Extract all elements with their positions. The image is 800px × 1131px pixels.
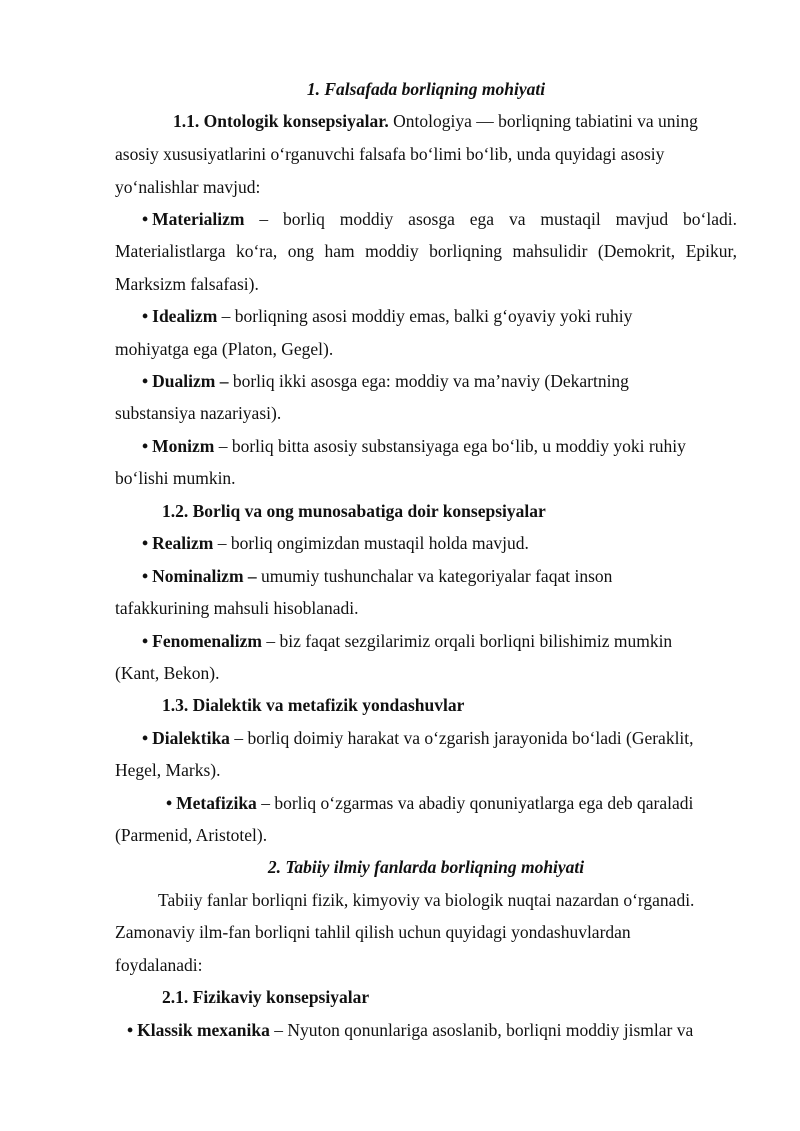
bullet-icon: • (142, 306, 149, 326)
bullet-icon: • (142, 566, 149, 586)
sub11-line3: yo‘nalishlar mavjud: (115, 177, 261, 197)
idealism-term: Idealizm (152, 306, 218, 326)
metaphysics-text: – borliq o‘zgarmas va abadiy qonuniyatlarga ega deb qaraladi (256, 793, 694, 813)
dialectics-text: – borliq doimiy harakat va o‘zgarish jarayonida bo‘ladi (Geraklit, (229, 728, 694, 748)
monism-line2: bo‘lishi mumkin. (115, 468, 236, 488)
sub12-title-text: 1.2. Borliq va ong munosabatiga doir konsepsiyalar (162, 501, 546, 521)
bullet-icon: • (142, 533, 149, 553)
dualism-text: borliq ikki asosga ega: moddiy va ma’naviy (Dekartning (228, 371, 629, 391)
bullet-icon: • (142, 728, 149, 748)
realism-term: Realizm (152, 533, 214, 553)
bullet-icon: • (142, 436, 149, 456)
materialism-term: Materializm (152, 209, 245, 229)
dualism-line2: substansiya nazariyasi). (115, 403, 282, 423)
realism-text: – borliq ongimizdan mustaqil holda mavjud. (213, 533, 529, 553)
idealism-line1 (142, 305, 737, 327)
phenomenalism-line1 (142, 630, 737, 652)
dialectics-term: Dialektika (152, 728, 230, 748)
bullet-icon: • (127, 1020, 134, 1040)
metaphysics-term: Metafizika (176, 793, 257, 813)
section2-heading: 2. Tabiiy ilmiy fanlarda borliqning mohiyati (267, 857, 585, 877)
dualism-term: Dualizm – (152, 371, 229, 391)
phenomenalism-line2: (Kant, Bekon). (115, 663, 220, 683)
sub11-title: 1.1. Ontologik konsepsiyalar. (173, 111, 389, 131)
phenomenalism-text: – biz faqat sezgilarimiz orqali borliqni bilishimiz mumkin (261, 631, 673, 651)
section1-heading: 1. Falsafada borliqning mohiyati (306, 79, 546, 99)
dualism-line1 (142, 370, 737, 392)
nominalism-line1 (142, 565, 737, 587)
bullet-icon: • (142, 209, 149, 229)
idealism-text: – borliqning asosi moddiy emas, balki g‘oyaviy yoki ruhiy (217, 306, 633, 326)
realism-line1 (142, 532, 737, 554)
monism-text: – borliq bitta asosiy substansiyaga ega bo‘lib, u moddiy yoki ruhiy (214, 436, 686, 456)
materialism-line3: Marksizm falsafasi). (115, 274, 259, 294)
phenomenalism-term: Fenomenalizm (152, 631, 262, 651)
materialism-line2: Materialistlarga ko‘ra, ong ham moddiy borliqning mahsulidir (Demokrit, Epikur, (115, 241, 737, 261)
classical-mechanics-term: Klassik mexanika (137, 1020, 270, 1040)
bullet-icon: • (142, 371, 149, 391)
classical-mechanics-line1 (127, 1019, 737, 1041)
section2-paragraph-line2: Zamonaviy ilm-fan borliqni tahlil qilish uchun quyidagi yondashuvlardan (115, 922, 631, 942)
idealism-line2: mohiyatga ega (Platon, Gegel). (115, 339, 334, 359)
monism-term: Monizm (152, 436, 215, 456)
sub11-line2: asosiy xususiyatlarini o‘rganuvchi falsafa bo‘limi bo‘lib, unda quyidagi asosiy (115, 144, 665, 164)
bullet-icon: • (166, 793, 173, 813)
nominalism-text: umumiy tushunchalar va kategoriyalar faqat inson (256, 566, 613, 586)
sub13-title-text: 1.3. Dialektik va metafizik yondashuvlar (162, 695, 465, 715)
metaphysics-line2: (Parmenid, Aristotel). (115, 825, 268, 845)
dialectics-line2: Hegel, Marks). (115, 760, 221, 780)
section2-paragraph-line1: Tabiiy fanlar borliqni fizik, kimyoviy va biologik nuqtai nazardan o‘rganadi. (158, 890, 695, 910)
metaphysics-line1 (166, 792, 737, 814)
materialism-text: – borliq moddiy asosga ega va mustaqil mavjud bo‘ladi. (244, 209, 737, 229)
sub11-text: Ontologiya — borliqning tabiatini va uning (388, 111, 698, 131)
bullet-icon: • (142, 631, 149, 651)
sub21-title-text: 2.1. Fizikaviy konsepsiyalar (162, 987, 370, 1007)
nominalism-term: Nominalizm – (152, 566, 257, 586)
nominalism-line2: tafakkurining mahsuli hisoblanadi. (115, 598, 359, 618)
sub13-title (162, 694, 737, 716)
monism-line1 (142, 435, 737, 457)
dialectics-line1 (142, 727, 737, 749)
sub11-line1 (173, 110, 737, 132)
section2-paragraph-line3: foydalanadi: (115, 955, 203, 975)
classical-mechanics-text: – Nyuton qonunlariga asoslanib, borliqni moddiy jismlar va (269, 1020, 694, 1040)
sub21-title (162, 986, 737, 1008)
materialism-line1 (142, 208, 737, 230)
sub12-title (162, 500, 737, 522)
